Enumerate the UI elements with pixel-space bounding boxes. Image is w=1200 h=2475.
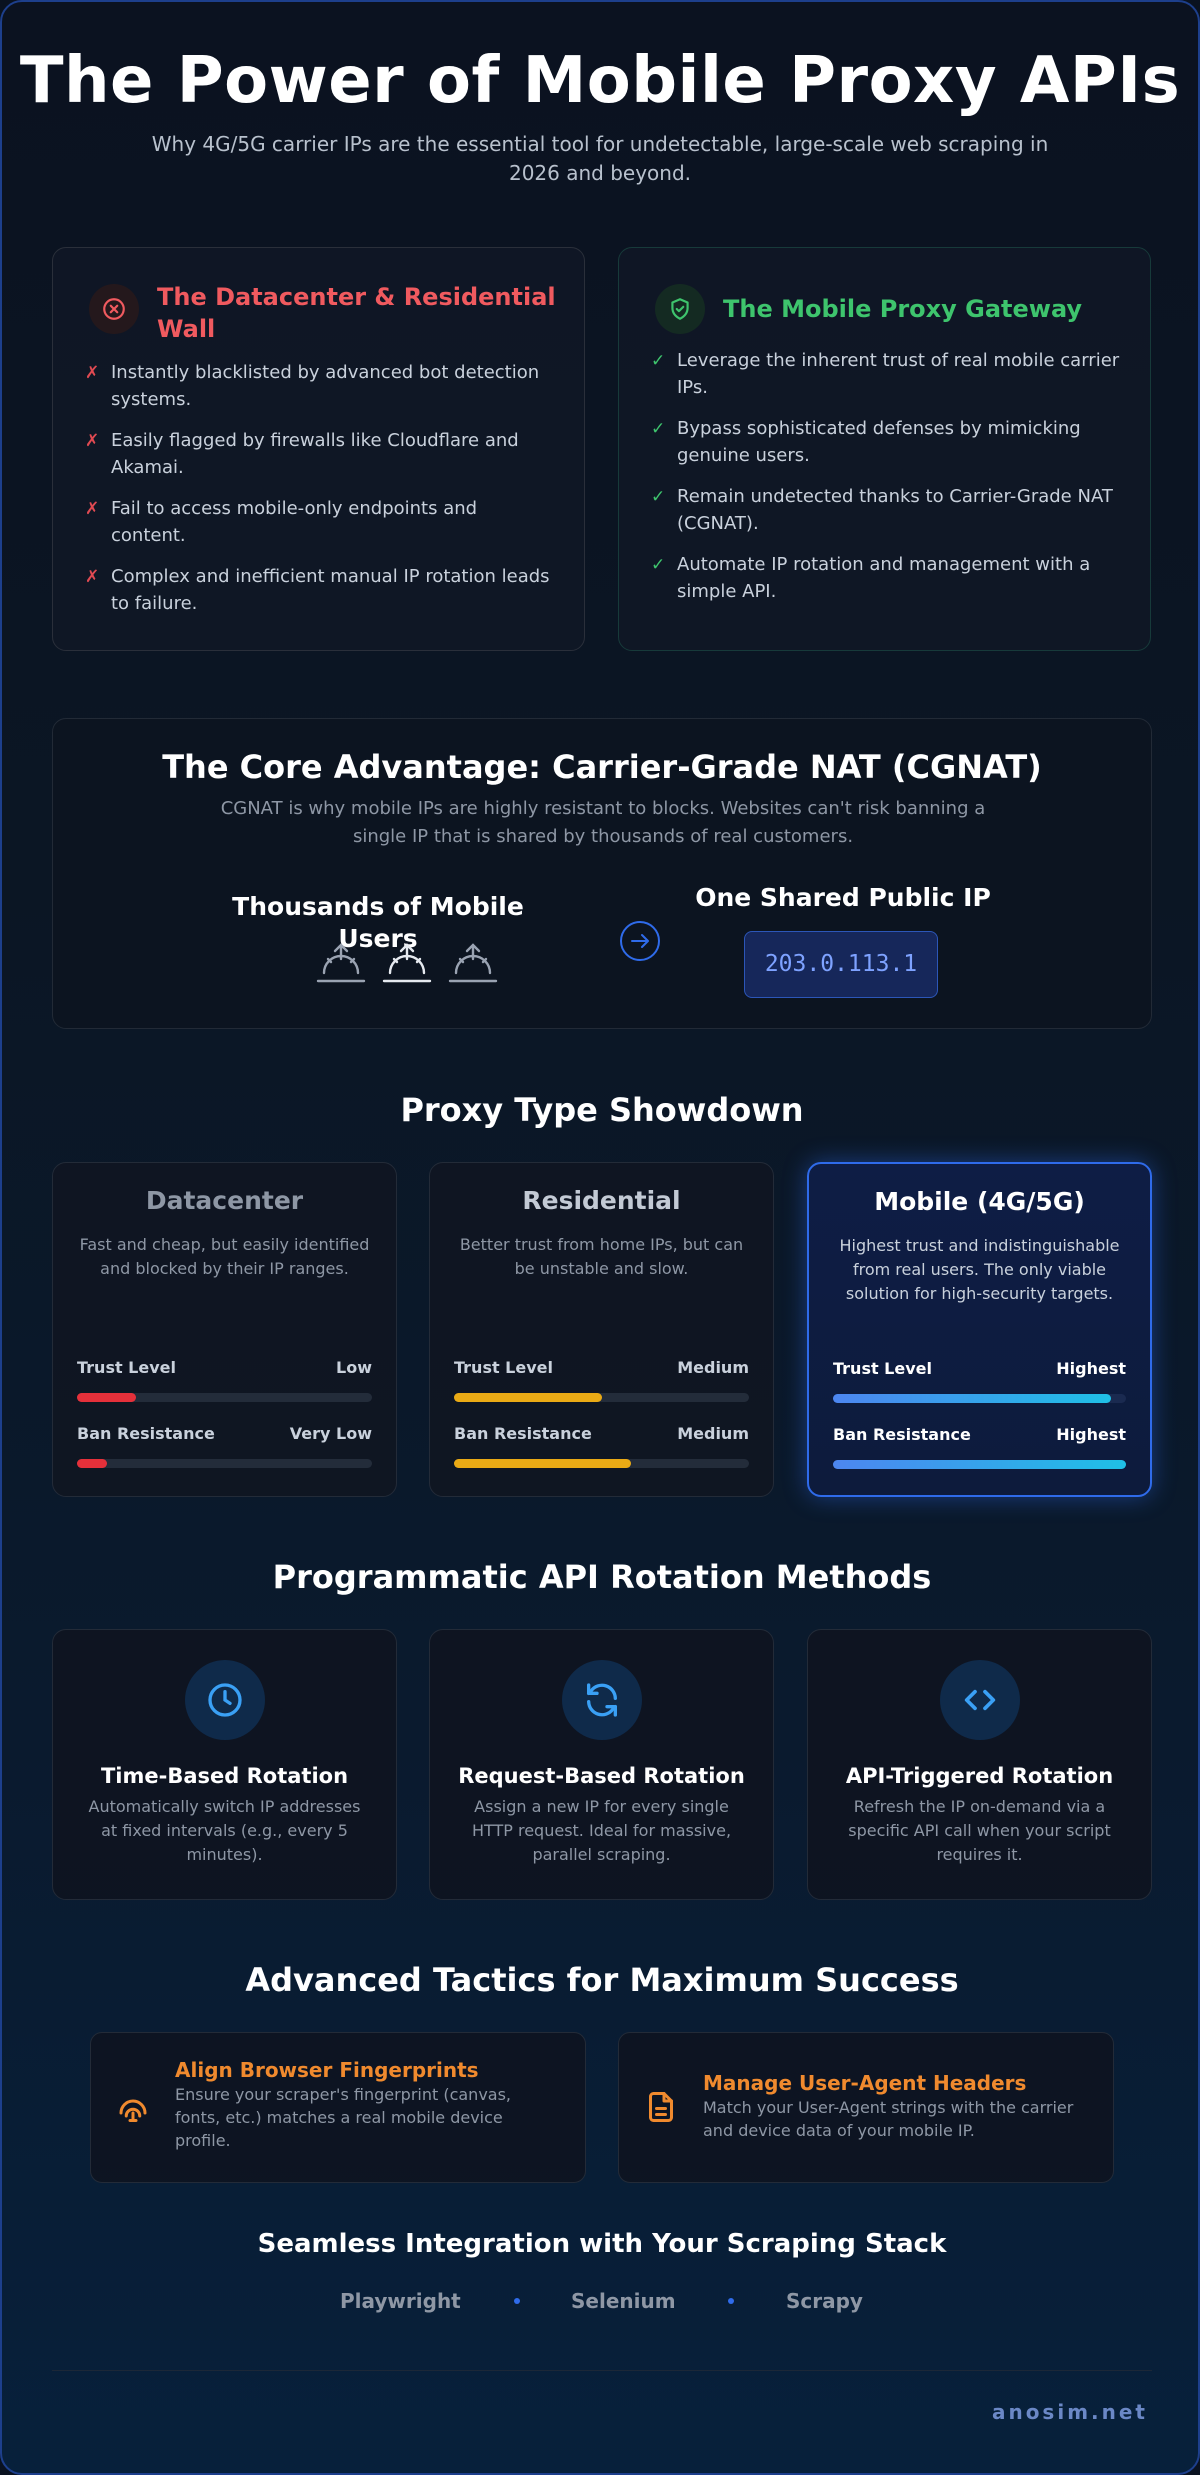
- cgnat-title: The Core Advantage: Carrier-Grade NAT (CGNAT): [162, 748, 1042, 786]
- list-item-text: Leverage the inherent trust of real mobile carrier IPs.: [677, 350, 1120, 398]
- ban-row: [77, 1424, 372, 1444]
- x-mark-icon: ✗: [85, 499, 100, 519]
- user-icon: [384, 945, 430, 981]
- page-subtitle: Why 4G/5G carrier IPs are the essential tool for undetectable, large-scale web scraping in 2026 and beyond.: [151, 132, 1049, 185]
- tool-scrapy: Scrapy: [786, 2289, 863, 2313]
- list-item: [85, 495, 555, 549]
- trust-label: Trust Level: [833, 1359, 932, 1378]
- integration-title: Seamless Integration with Your Scraping Stack: [257, 2229, 947, 2259]
- rotation-card-description: Automatically switch IP addresses at fixed intervals (e.g., every 5 minutes).: [88, 1797, 361, 1864]
- list-item: [651, 483, 1121, 537]
- trust-value: Medium: [677, 1358, 749, 1377]
- footer-divider: [52, 2370, 1152, 2371]
- ban-row: [833, 1425, 1126, 1445]
- tactic-title: Manage User-Agent Headers: [703, 2071, 1027, 2095]
- list-item: [85, 427, 555, 481]
- list-item-text: Remain undetected thanks to Carrier-Grade NAT (CGNAT).: [677, 486, 1113, 534]
- mobile-users-label: Thousands of Mobile Users: [232, 892, 524, 953]
- trust-bar: [77, 1393, 372, 1402]
- cgnat-section: [52, 718, 1152, 1029]
- ban-bar-fill: [77, 1459, 107, 1468]
- arrow-right-icon: [619, 920, 661, 962]
- integration-tools: [2, 2287, 1200, 2317]
- proxy-name: Residential: [522, 1186, 681, 1215]
- ban-value: Medium: [677, 1424, 749, 1443]
- tactic-card-user-agent: [618, 2032, 1114, 2183]
- datacenter-residential-wall-card: [52, 247, 585, 651]
- ban-bar: [77, 1459, 372, 1468]
- ban-value: Very Low: [289, 1424, 372, 1443]
- tool-selenium: Selenium: [571, 2289, 676, 2313]
- ban-bar-fill: [833, 1460, 1126, 1469]
- proxy-card-residential: [429, 1162, 774, 1497]
- shield-check-icon: [655, 284, 705, 334]
- ban-bar: [454, 1459, 749, 1468]
- rotation-card-title: API-Triggered Rotation: [845, 1764, 1114, 1788]
- card-header: [89, 284, 577, 345]
- header: [2, 2, 1198, 188]
- check-mark-icon: ✓: [651, 419, 666, 439]
- brand-link[interactable]: anosim.net: [991, 2400, 1148, 2424]
- list-item-text: Bypass sophisticated defenses by mimicking genuine users.: [677, 418, 1081, 466]
- rotation-card-title: Time-Based Rotation: [100, 1764, 349, 1788]
- list-item-text: Instantly blacklisted by advanced bot detection systems.: [111, 362, 540, 410]
- trust-row: [77, 1358, 372, 1378]
- tactic-title: Align Browser Fingerprints: [175, 2058, 479, 2082]
- benefits-list: [651, 347, 1121, 619]
- list-item: [651, 551, 1121, 605]
- rotation-card-description: Assign a new IP for every single HTTP request. Ideal for massive, parallel scraping.: [471, 1797, 732, 1864]
- check-mark-icon: ✓: [651, 487, 666, 507]
- trust-label: Trust Level: [77, 1358, 176, 1377]
- tactic-description: Match your User-Agent strings with the carrier and device data of your mobile IP.: [703, 2098, 1074, 2140]
- trust-bar-fill: [77, 1393, 136, 1402]
- ban-bar: [833, 1460, 1126, 1469]
- shared-ip-value: 203.0.113.1: [744, 931, 938, 998]
- list-item-text: Automate IP rotation and management with a simple API.: [677, 554, 1091, 602]
- card-header: [655, 284, 1082, 334]
- list-item-text: Easily flagged by firewalls like Cloudflare and Akamai.: [111, 430, 519, 478]
- proxy-card-mobile: [807, 1162, 1152, 1497]
- list-item-text: Fail to access mobile-only endpoints and content.: [111, 498, 478, 546]
- check-mark-icon: ✓: [651, 555, 666, 575]
- clock-icon: [185, 1660, 265, 1740]
- tactic-card-fingerprint: [90, 2032, 586, 2183]
- ban-label: Ban Resistance: [833, 1425, 971, 1444]
- rotation-card-title: Request-Based Rotation: [458, 1764, 745, 1788]
- trust-value: Low: [336, 1358, 372, 1377]
- cgnat-description: CGNAT is why mobile IPs are highly resistant to blocks. Websites can't risk banning a single IP that is shared by thousands of real customers.: [220, 798, 986, 847]
- shared-ip-label: One Shared Public IP: [695, 883, 991, 912]
- rotation-card-request: [429, 1629, 774, 1900]
- mobile-proxy-gateway-card: [618, 247, 1151, 651]
- rotation-card-description: Refresh the IP on-demand via a specific API call when your script requires it.: [848, 1797, 1111, 1864]
- separator-dot: [514, 2298, 520, 2304]
- rotation-card-time: [52, 1629, 397, 1900]
- tactics-title: Advanced Tactics for Maximum Success: [245, 1961, 959, 1999]
- proxy-name: Mobile (4G/5G): [874, 1187, 1085, 1216]
- tool-playwright: Playwright: [340, 2289, 461, 2313]
- list-item: [651, 347, 1121, 401]
- proxy-card-datacenter: [52, 1162, 397, 1497]
- trust-bar: [833, 1394, 1126, 1403]
- card-title: The Datacenter & Residential Wall: [157, 283, 556, 343]
- code-icon: [940, 1660, 1020, 1740]
- list-item: [85, 359, 555, 413]
- showdown-title: Proxy Type Showdown: [400, 1091, 804, 1129]
- list-item: [651, 415, 1121, 469]
- check-mark-icon: ✓: [651, 351, 666, 371]
- trust-row: [833, 1359, 1126, 1379]
- card-title: The Mobile Proxy Gateway: [723, 295, 1083, 323]
- trust-value: Highest: [1056, 1359, 1126, 1378]
- trust-label: Trust Level: [454, 1358, 553, 1377]
- list-item-text: Complex and inefficient manual IP rotation leads to failure.: [111, 566, 550, 614]
- ban-label: Ban Resistance: [454, 1424, 592, 1443]
- separator-dot: [728, 2298, 734, 2304]
- refresh-icon: [562, 1660, 642, 1740]
- trust-bar: [454, 1393, 749, 1402]
- proxy-description: Better trust from home IPs, but can be unstable and slow.: [459, 1235, 744, 1278]
- ban-value: Highest: [1056, 1425, 1126, 1444]
- ban-label: Ban Resistance: [77, 1424, 215, 1443]
- fingerprint-icon: [113, 2090, 153, 2130]
- trust-bar-fill: [454, 1393, 602, 1402]
- ban-row: [454, 1424, 749, 1444]
- x-mark-icon: ✗: [85, 567, 100, 587]
- mobile-users-icons: [316, 937, 506, 987]
- ban-bar-fill: [454, 1459, 631, 1468]
- user-icon: [450, 945, 496, 981]
- document-icon: [641, 2087, 681, 2127]
- drawbacks-list: [85, 359, 555, 631]
- rotation-title: Programmatic API Rotation Methods: [272, 1558, 932, 1596]
- x-circle-icon: [89, 284, 139, 334]
- x-mark-icon: ✗: [85, 363, 100, 383]
- comparison-section: [52, 247, 1152, 653]
- proxy-name: Datacenter: [145, 1186, 304, 1215]
- trust-row: [454, 1358, 749, 1378]
- x-mark-icon: ✗: [85, 431, 100, 451]
- proxy-description: Fast and cheap, but easily identified and blocked by their IP ranges.: [79, 1235, 370, 1278]
- tactic-description: Ensure your scraper's fingerprint (canvas, fonts, etc.) matches a real mobile device profile.: [175, 2085, 512, 2150]
- list-item: [85, 563, 555, 617]
- trust-bar-fill: [833, 1394, 1111, 1403]
- proxy-description: Highest trust and indistinguishable from real users. The only viable solution for high-security targets.: [839, 1236, 1120, 1303]
- user-icon: [318, 945, 364, 981]
- page-title: The Power of Mobile Proxy APIs: [19, 44, 1181, 118]
- rotation-card-api: [807, 1629, 1152, 1900]
